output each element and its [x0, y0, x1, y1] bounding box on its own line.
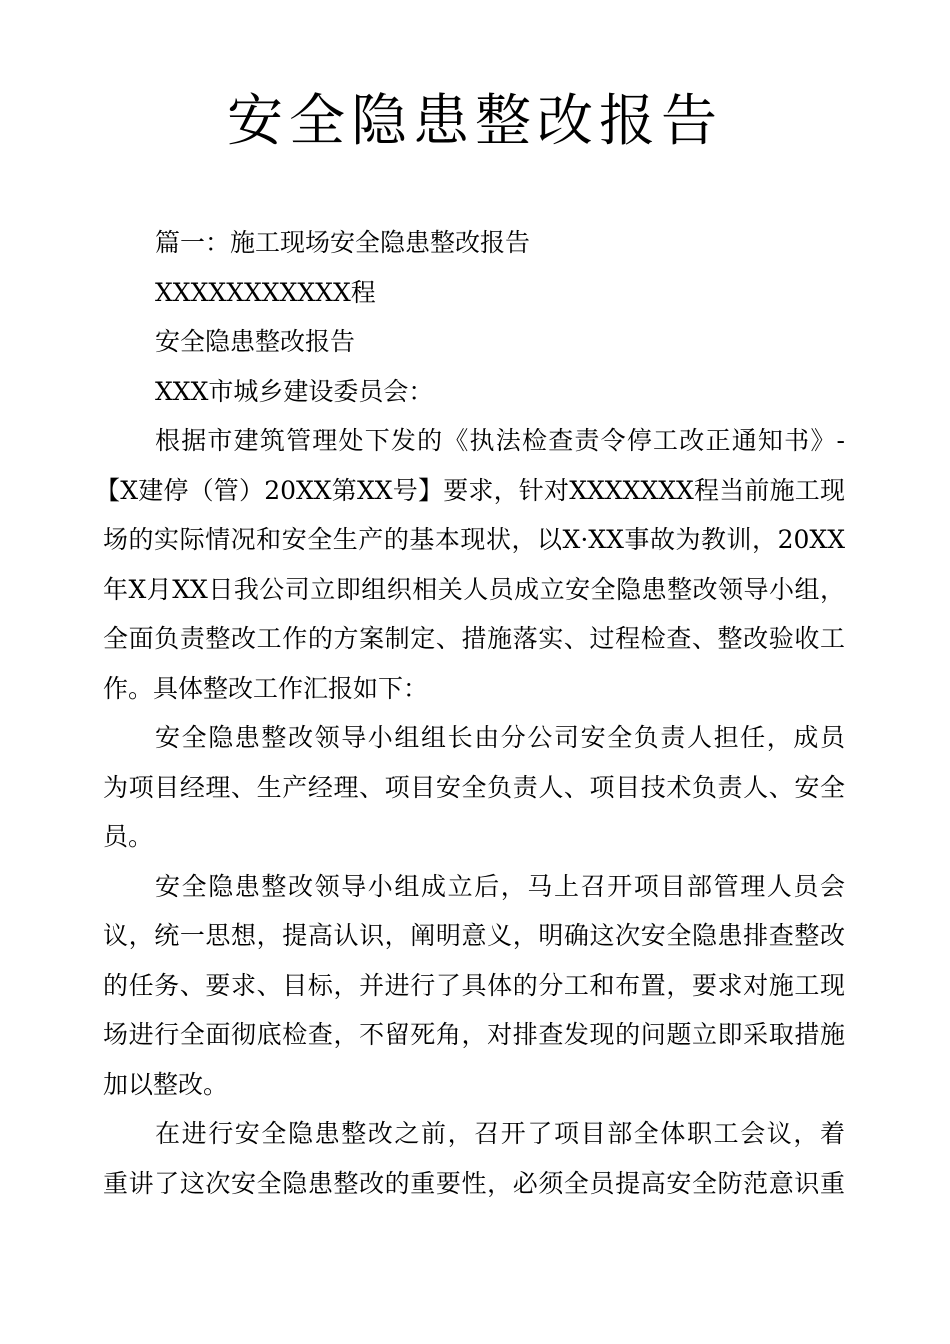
- report-subtitle: 安全隐患整改报告: [155, 327, 356, 356]
- paragraph-1-line-3: 场的实际情况和安全生产的基本现状，以X·XX事故为教训，20XX: [103, 525, 845, 554]
- addressee: XXX市城乡建设委员会：: [155, 376, 434, 406]
- paragraph-4-line-2: 重讲了这次安全隐患整改的重要性，必须全员提高安全防范意识重: [103, 1168, 845, 1198]
- paragraph-3-line-3: 的任务、要求、目标，并进行了具体的分工和布置，要求对施工现: [103, 970, 845, 1000]
- paragraph-3-line-2: 议，统一思想，提高认识，阐明意义，明确这次安全隐患排查整改: [103, 921, 845, 950]
- project-name: XXXXXXXXXXX程: [155, 277, 376, 307]
- paragraph-2-line-3: 员。: [103, 822, 154, 851]
- section-heading: 篇一：施工现场安全隐患整改报告: [155, 228, 531, 257]
- paragraph-1-line-4: 年X月XX日我公司立即组织相关人员成立安全隐患整改领导小组，: [103, 574, 845, 604]
- document-title: 安全隐患整改报告: [227, 89, 723, 154]
- paragraph-4-line-1: 在进行安全隐患整改之前，召开了项目部全体职工会议，着: [155, 1119, 845, 1148]
- paragraph-2-line-2: 为项目经理、生产经理、项目安全负责人、项目技术负责人、安全: [103, 772, 845, 802]
- paragraph-1-line-2: 【X建停（管）20XX第XX号】要求，针对XXXXXXX程当前施工现: [95, 475, 845, 505]
- document-body: [95, 218, 845, 1208]
- paragraph-1-line-5: 全面负责整改工作的方案制定、措施落实、过程检查、整改验收工: [103, 624, 845, 653]
- paragraph-3-line-5: 加以整改。: [103, 1069, 229, 1099]
- paragraph-2-line-1: 安全隐患整改领导小组组长由分公司安全负责人担任，成员: [155, 723, 845, 752]
- paragraph-3-line-4: 场进行全面彻底检查，不留死角，对排查发现的问题立即采取措施: [103, 1020, 845, 1049]
- paragraph-3-line-1: 安全隐患整改领导小组成立后，马上召开项目部管理人员会: [155, 871, 845, 901]
- paragraph-1-line-1: 根据市建筑管理处下发的《执法检查责令停工改正通知书》-: [155, 426, 845, 455]
- paragraph-1-line-6: 作。具体整改工作汇报如下：: [103, 673, 429, 703]
